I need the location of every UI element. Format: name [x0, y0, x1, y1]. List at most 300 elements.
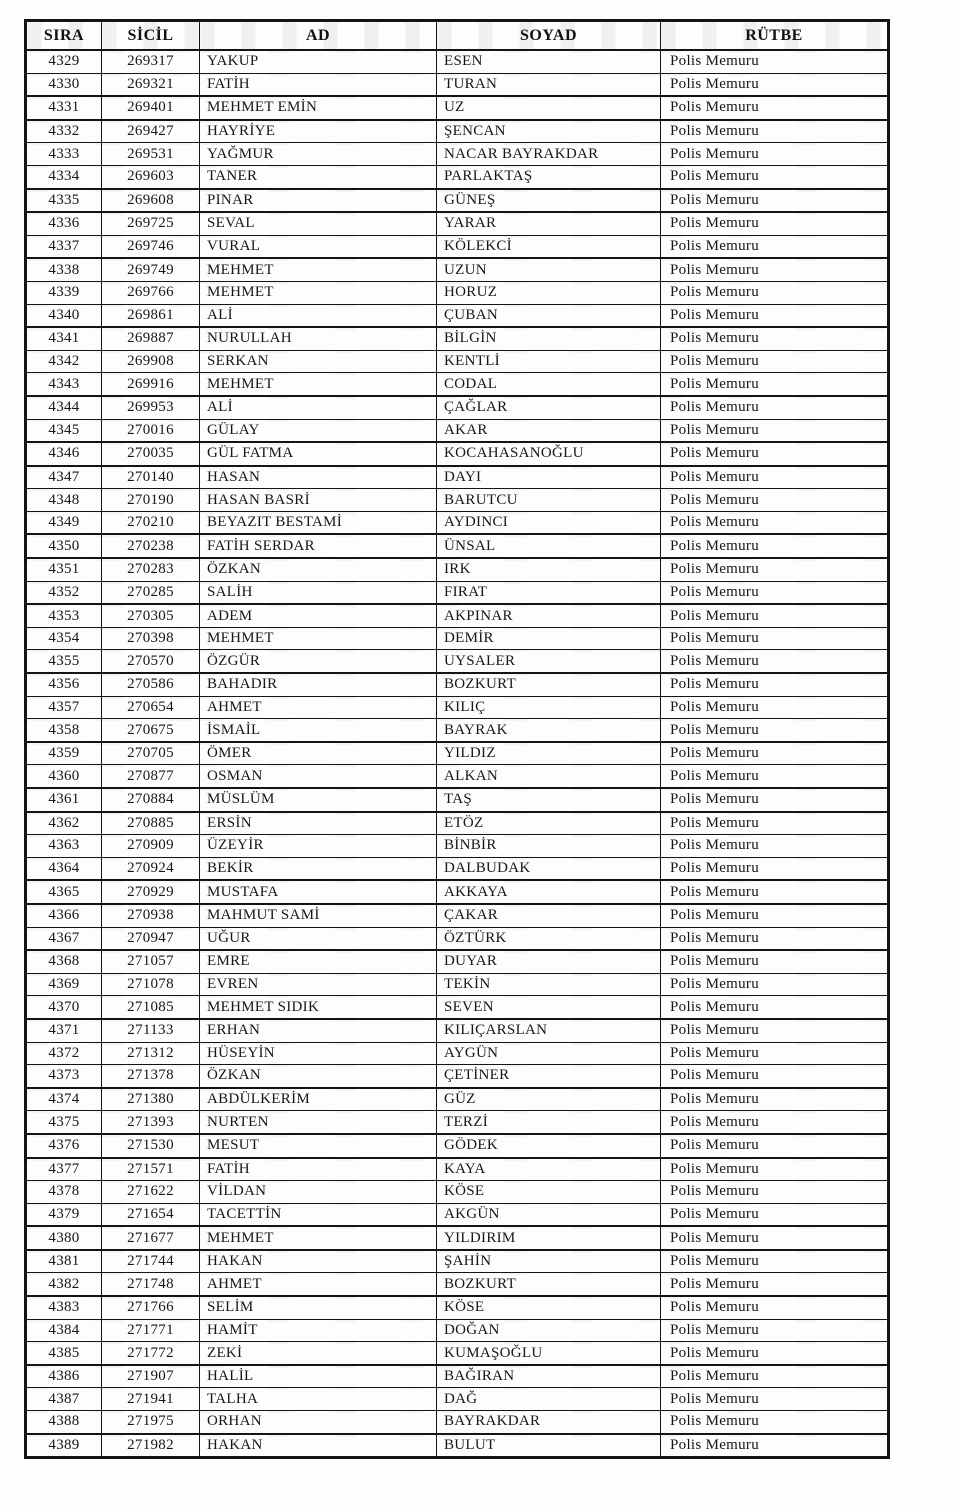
cell-sira: 4376	[26, 1134, 102, 1158]
cell-rutbe: Polis Memuru	[661, 50, 889, 73]
cell-sicil: 270884	[102, 788, 200, 812]
table-row	[26, 857, 889, 880]
cell-sira: 4373	[26, 1065, 102, 1088]
cell-ad: VİLDAN	[200, 1181, 437, 1204]
table-row	[26, 212, 889, 235]
cell-rutbe: Polis Memuru	[661, 835, 889, 858]
cell-ad: HAKAN	[200, 1250, 437, 1273]
cell-ad: NURULLAH	[200, 327, 437, 350]
table-row	[26, 1134, 889, 1158]
cell-soyad: BOZKURT	[437, 673, 661, 696]
cell-sicil: 271907	[102, 1365, 200, 1388]
cell-rutbe: Polis Memuru	[661, 1158, 889, 1181]
cell-sira: 4338	[26, 258, 102, 281]
table-row	[26, 281, 889, 304]
personnel-table	[24, 19, 890, 1459]
cell-rutbe: Polis Memuru	[661, 442, 889, 466]
cell-sira: 4353	[26, 604, 102, 627]
table-row	[26, 742, 889, 765]
column-header-sira: SIRA	[26, 21, 102, 51]
cell-rutbe: Polis Memuru	[661, 627, 889, 650]
cell-ad: FATİH SERDAR	[200, 534, 437, 558]
cell-soyad: AKKAYA	[437, 880, 661, 904]
cell-soyad: UYSALER	[437, 650, 661, 673]
cell-sicil: 270016	[102, 419, 200, 442]
cell-rutbe: Polis Memuru	[661, 604, 889, 627]
table-body	[26, 50, 889, 1458]
cell-soyad: ALKAN	[437, 765, 661, 788]
cell-sira: 4334	[26, 165, 102, 188]
cell-sicil: 269401	[102, 96, 200, 120]
cell-ad: ZEKİ	[200, 1342, 437, 1365]
cell-sira: 4333	[26, 143, 102, 166]
cell-rutbe: Polis Memuru	[661, 466, 889, 489]
cell-sicil: 270305	[102, 604, 200, 627]
table-row	[26, 812, 889, 835]
cell-ad: SELİM	[200, 1296, 437, 1319]
cell-sira: 4372	[26, 1042, 102, 1065]
cell-soyad: BULUT	[437, 1434, 661, 1458]
cell-soyad: DALBUDAK	[437, 857, 661, 880]
table-row	[26, 904, 889, 927]
cell-soyad: ÇAKAR	[437, 904, 661, 927]
cell-rutbe: Polis Memuru	[661, 812, 889, 835]
table-row	[26, 1203, 889, 1226]
cell-rutbe: Polis Memuru	[661, 1134, 889, 1158]
cell-soyad: YILDIZ	[437, 742, 661, 765]
cell-ad: ABDÜLKERİM	[200, 1088, 437, 1111]
cell-sicil: 271975	[102, 1411, 200, 1434]
cell-rutbe: Polis Memuru	[661, 419, 889, 442]
cell-rutbe: Polis Memuru	[661, 1296, 889, 1319]
cell-sicil: 271744	[102, 1250, 200, 1273]
cell-rutbe: Polis Memuru	[661, 1250, 889, 1273]
cell-sicil: 270654	[102, 696, 200, 719]
cell-soyad: AKAR	[437, 419, 661, 442]
cell-ad: SERKAN	[200, 350, 437, 373]
cell-ad: TANER	[200, 165, 437, 188]
cell-soyad: TURAN	[437, 73, 661, 96]
cell-ad: ÖZKAN	[200, 558, 437, 581]
cell-ad: AHMET	[200, 696, 437, 719]
cell-ad: EVREN	[200, 973, 437, 996]
cell-ad: NURTEN	[200, 1111, 437, 1134]
cell-sira: 4383	[26, 1296, 102, 1319]
cell-sira: 4360	[26, 765, 102, 788]
cell-soyad: DUYAR	[437, 950, 661, 973]
cell-rutbe: Polis Memuru	[661, 1365, 889, 1388]
table-row	[26, 650, 889, 673]
table-row	[26, 1065, 889, 1088]
cell-soyad: KÖSE	[437, 1296, 661, 1319]
cell-rutbe: Polis Memuru	[661, 534, 889, 558]
table-row	[26, 1111, 889, 1134]
table-row	[26, 96, 889, 120]
cell-ad: TACETTİN	[200, 1203, 437, 1226]
cell-sira: 4332	[26, 120, 102, 143]
cell-rutbe: Polis Memuru	[661, 950, 889, 973]
cell-ad: MAHMUT SAMİ	[200, 904, 437, 927]
table-row	[26, 719, 889, 742]
cell-sira: 4345	[26, 419, 102, 442]
cell-sira: 4358	[26, 719, 102, 742]
cell-rutbe: Polis Memuru	[661, 927, 889, 950]
cell-soyad: KILIÇ	[437, 696, 661, 719]
cell-sira: 4339	[26, 281, 102, 304]
cell-sicil: 270190	[102, 489, 200, 512]
cell-rutbe: Polis Memuru	[661, 165, 889, 188]
cell-rutbe: Polis Memuru	[661, 996, 889, 1019]
cell-rutbe: Polis Memuru	[661, 696, 889, 719]
cell-ad: HASAN BASRİ	[200, 489, 437, 512]
cell-sira: 4355	[26, 650, 102, 673]
cell-sira: 4379	[26, 1203, 102, 1226]
cell-sira: 4342	[26, 350, 102, 373]
cell-soyad: NACAR BAYRAKDAR	[437, 143, 661, 166]
cell-soyad: KENTLİ	[437, 350, 661, 373]
cell-sicil: 270570	[102, 650, 200, 673]
table-row	[26, 534, 889, 558]
cell-sicil: 269608	[102, 189, 200, 213]
table-row	[26, 165, 889, 188]
cell-ad: SALİH	[200, 581, 437, 604]
table-row	[26, 1181, 889, 1204]
table-row	[26, 1226, 889, 1250]
cell-ad: ALİ	[200, 396, 437, 419]
table-row	[26, 696, 889, 719]
cell-sira: 4337	[26, 235, 102, 258]
cell-sicil: 269746	[102, 235, 200, 258]
cell-sira: 4388	[26, 1411, 102, 1434]
cell-rutbe: Polis Memuru	[661, 1226, 889, 1250]
cell-sicil: 269749	[102, 258, 200, 281]
table-row	[26, 558, 889, 581]
cell-sicil: 270586	[102, 673, 200, 696]
cell-sira: 4371	[26, 1019, 102, 1042]
cell-soyad: KOCAHASANOĞLU	[437, 442, 661, 466]
cell-rutbe: Polis Memuru	[661, 1411, 889, 1434]
cell-ad: VURAL	[200, 235, 437, 258]
cell-soyad: SEVEN	[437, 996, 661, 1019]
table-row	[26, 1342, 889, 1365]
cell-rutbe: Polis Memuru	[661, 1065, 889, 1088]
cell-soyad: KAYA	[437, 1158, 661, 1181]
cell-soyad: IRK	[437, 558, 661, 581]
cell-ad: ADEM	[200, 604, 437, 627]
table-row	[26, 396, 889, 419]
cell-ad: MESUT	[200, 1134, 437, 1158]
cell-sicil: 270238	[102, 534, 200, 558]
cell-sicil: 271378	[102, 1065, 200, 1088]
cell-ad: MUSTAFA	[200, 880, 437, 904]
table-row	[26, 673, 889, 696]
cell-sicil: 270909	[102, 835, 200, 858]
cell-sicil: 269531	[102, 143, 200, 166]
cell-soyad: PARLAKTAŞ	[437, 165, 661, 188]
cell-sicil: 270140	[102, 466, 200, 489]
table-row	[26, 880, 889, 904]
cell-sira: 4362	[26, 812, 102, 835]
cell-rutbe: Polis Memuru	[661, 1088, 889, 1111]
cell-sira: 4350	[26, 534, 102, 558]
cell-sicil: 270877	[102, 765, 200, 788]
cell-ad: MEHMET SIDIK	[200, 996, 437, 1019]
cell-ad: GÜL FATMA	[200, 442, 437, 466]
cell-ad: OSMAN	[200, 765, 437, 788]
table-row	[26, 1158, 889, 1181]
cell-rutbe: Polis Memuru	[661, 350, 889, 373]
cell-sira: 4387	[26, 1388, 102, 1411]
column-header-ad: AD	[200, 21, 437, 51]
column-header-rutbe: RÜTBE	[661, 21, 889, 51]
cell-soyad: YARAR	[437, 212, 661, 235]
cell-sicil: 269321	[102, 73, 200, 96]
cell-soyad: AYGÜN	[437, 1042, 661, 1065]
table-row	[26, 973, 889, 996]
cell-soyad: BAĞIRAN	[437, 1365, 661, 1388]
cell-soyad: TAŞ	[437, 788, 661, 812]
cell-sira: 4344	[26, 396, 102, 419]
cell-sicil: 269317	[102, 50, 200, 73]
cell-sira: 4359	[26, 742, 102, 765]
cell-sicil: 270929	[102, 880, 200, 904]
table-header-row	[26, 21, 889, 51]
cell-ad: TALHA	[200, 1388, 437, 1411]
table-row	[26, 1388, 889, 1411]
cell-sicil: 269766	[102, 281, 200, 304]
table-row	[26, 581, 889, 604]
cell-sicil: 271748	[102, 1273, 200, 1296]
cell-soyad: GÜZ	[437, 1088, 661, 1111]
cell-sicil: 270285	[102, 581, 200, 604]
cell-soyad: AKGÜN	[437, 1203, 661, 1226]
cell-rutbe: Polis Memuru	[661, 143, 889, 166]
cell-rutbe: Polis Memuru	[661, 1273, 889, 1296]
cell-sira: 4364	[26, 857, 102, 880]
table-row	[26, 511, 889, 534]
cell-rutbe: Polis Memuru	[661, 1181, 889, 1204]
cell-rutbe: Polis Memuru	[661, 581, 889, 604]
cell-rutbe: Polis Memuru	[661, 719, 889, 742]
table-row	[26, 189, 889, 213]
table-row	[26, 1319, 889, 1342]
table-row	[26, 1088, 889, 1111]
cell-rutbe: Polis Memuru	[661, 1319, 889, 1342]
cell-soyad: UZUN	[437, 258, 661, 281]
cell-sicil: 270938	[102, 904, 200, 927]
table-row	[26, 466, 889, 489]
table-row	[26, 627, 889, 650]
table-row	[26, 143, 889, 166]
cell-soyad: DAĞ	[437, 1388, 661, 1411]
column-header-sicil: SİCİL	[102, 21, 200, 51]
cell-ad: FATİH	[200, 1158, 437, 1181]
cell-ad: YAKUP	[200, 50, 437, 73]
cell-sicil: 270705	[102, 742, 200, 765]
cell-sicil: 271766	[102, 1296, 200, 1319]
cell-sira: 4370	[26, 996, 102, 1019]
cell-rutbe: Polis Memuru	[661, 1203, 889, 1226]
cell-soyad: DEMİR	[437, 627, 661, 650]
cell-rutbe: Polis Memuru	[661, 1434, 889, 1458]
cell-rutbe: Polis Memuru	[661, 650, 889, 673]
table-row	[26, 419, 889, 442]
table-row	[26, 50, 889, 73]
cell-soyad: ÜNSAL	[437, 534, 661, 558]
table-row	[26, 927, 889, 950]
cell-sira: 4340	[26, 304, 102, 327]
cell-sira: 4354	[26, 627, 102, 650]
table-row	[26, 327, 889, 350]
cell-soyad: AYDINCI	[437, 511, 661, 534]
cell-soyad: ÇAĞLAR	[437, 396, 661, 419]
cell-sicil: 271982	[102, 1434, 200, 1458]
cell-sira: 4356	[26, 673, 102, 696]
cell-sicil: 270924	[102, 857, 200, 880]
table-row	[26, 489, 889, 512]
cell-sicil: 269887	[102, 327, 200, 350]
cell-sicil: 270885	[102, 812, 200, 835]
cell-rutbe: Polis Memuru	[661, 373, 889, 396]
cell-rutbe: Polis Memuru	[661, 558, 889, 581]
cell-sicil: 269427	[102, 120, 200, 143]
cell-soyad: ESEN	[437, 50, 661, 73]
cell-ad: BEKİR	[200, 857, 437, 880]
cell-ad: HÜSEYİN	[200, 1042, 437, 1065]
cell-rutbe: Polis Memuru	[661, 489, 889, 512]
cell-ad: ERHAN	[200, 1019, 437, 1042]
cell-ad: SEVAL	[200, 212, 437, 235]
cell-ad: FATİH	[200, 73, 437, 96]
cell-sicil: 271571	[102, 1158, 200, 1181]
table-row	[26, 235, 889, 258]
cell-soyad: HORUZ	[437, 281, 661, 304]
cell-sicil: 271380	[102, 1088, 200, 1111]
table-row	[26, 1365, 889, 1388]
cell-rutbe: Polis Memuru	[661, 96, 889, 120]
cell-sicil: 270035	[102, 442, 200, 466]
cell-ad: HALİL	[200, 1365, 437, 1388]
cell-sira: 4386	[26, 1365, 102, 1388]
cell-soyad: CODAL	[437, 373, 661, 396]
cell-sira: 4357	[26, 696, 102, 719]
cell-sicil: 270947	[102, 927, 200, 950]
table-row	[26, 350, 889, 373]
cell-sira: 4382	[26, 1273, 102, 1296]
cell-sira: 4374	[26, 1088, 102, 1111]
cell-rutbe: Polis Memuru	[661, 788, 889, 812]
cell-sicil: 270675	[102, 719, 200, 742]
cell-sira: 4336	[26, 212, 102, 235]
cell-ad: MEHMET	[200, 281, 437, 304]
cell-ad: PINAR	[200, 189, 437, 213]
cell-soyad: BOZKURT	[437, 1273, 661, 1296]
cell-ad: ALİ	[200, 304, 437, 327]
table-row	[26, 1019, 889, 1042]
cell-sira: 4367	[26, 927, 102, 950]
cell-ad: AHMET	[200, 1273, 437, 1296]
cell-sicil: 269861	[102, 304, 200, 327]
cell-sicil: 271312	[102, 1042, 200, 1065]
cell-rutbe: Polis Memuru	[661, 120, 889, 143]
cell-sira: 4363	[26, 835, 102, 858]
cell-soyad: ETÖZ	[437, 812, 661, 835]
cell-ad: EMRE	[200, 950, 437, 973]
table-row	[26, 258, 889, 281]
cell-soyad: ÖZTÜRK	[437, 927, 661, 950]
cell-rutbe: Polis Memuru	[661, 880, 889, 904]
cell-rutbe: Polis Memuru	[661, 281, 889, 304]
cell-ad: ÖMER	[200, 742, 437, 765]
cell-sira: 4331	[26, 96, 102, 120]
table-row	[26, 304, 889, 327]
cell-sira: 4352	[26, 581, 102, 604]
table-row	[26, 373, 889, 396]
cell-rutbe: Polis Memuru	[661, 212, 889, 235]
cell-ad: HAMİT	[200, 1319, 437, 1342]
cell-rutbe: Polis Memuru	[661, 1111, 889, 1134]
cell-sira: 4361	[26, 788, 102, 812]
cell-rutbe: Polis Memuru	[661, 327, 889, 350]
cell-soyad: TERZİ	[437, 1111, 661, 1134]
cell-rutbe: Polis Memuru	[661, 973, 889, 996]
table-row	[26, 1250, 889, 1273]
cell-rutbe: Polis Memuru	[661, 765, 889, 788]
cell-rutbe: Polis Memuru	[661, 673, 889, 696]
cell-rutbe: Polis Memuru	[661, 1019, 889, 1042]
cell-sira: 4365	[26, 880, 102, 904]
cell-rutbe: Polis Memuru	[661, 304, 889, 327]
cell-sicil: 271530	[102, 1134, 200, 1158]
cell-ad: BEYAZIT BESTAMİ	[200, 511, 437, 534]
cell-sira: 4381	[26, 1250, 102, 1273]
cell-ad: UĞUR	[200, 927, 437, 950]
cell-ad: MEHMET	[200, 627, 437, 650]
cell-sira: 4335	[26, 189, 102, 213]
cell-sicil: 271133	[102, 1019, 200, 1042]
cell-rutbe: Polis Memuru	[661, 235, 889, 258]
cell-soyad: UZ	[437, 96, 661, 120]
cell-sira: 4349	[26, 511, 102, 534]
table-row	[26, 1296, 889, 1319]
column-header-soyad: SOYAD	[437, 21, 661, 51]
cell-sicil: 269916	[102, 373, 200, 396]
cell-soyad: BARUTCU	[437, 489, 661, 512]
cell-soyad: DOĞAN	[437, 1319, 661, 1342]
cell-sira: 4369	[26, 973, 102, 996]
table-row	[26, 950, 889, 973]
cell-rutbe: Polis Memuru	[661, 1388, 889, 1411]
cell-sicil: 271772	[102, 1342, 200, 1365]
cell-sira: 4348	[26, 489, 102, 512]
cell-sicil: 271078	[102, 973, 200, 996]
cell-sira: 4347	[26, 466, 102, 489]
cell-ad: HASAN	[200, 466, 437, 489]
cell-soyad: YILDIRIM	[437, 1226, 661, 1250]
cell-soyad: ŞAHİN	[437, 1250, 661, 1273]
table-row	[26, 788, 889, 812]
cell-sicil: 269725	[102, 212, 200, 235]
cell-ad: MEHMET	[200, 258, 437, 281]
cell-rutbe: Polis Memuru	[661, 857, 889, 880]
cell-ad: İSMAİL	[200, 719, 437, 742]
cell-sicil: 270398	[102, 627, 200, 650]
cell-ad: MÜSLÜM	[200, 788, 437, 812]
cell-soyad: KÖSE	[437, 1181, 661, 1204]
table-row	[26, 120, 889, 143]
cell-ad: HAYRİYE	[200, 120, 437, 143]
cell-soyad: ŞENCAN	[437, 120, 661, 143]
